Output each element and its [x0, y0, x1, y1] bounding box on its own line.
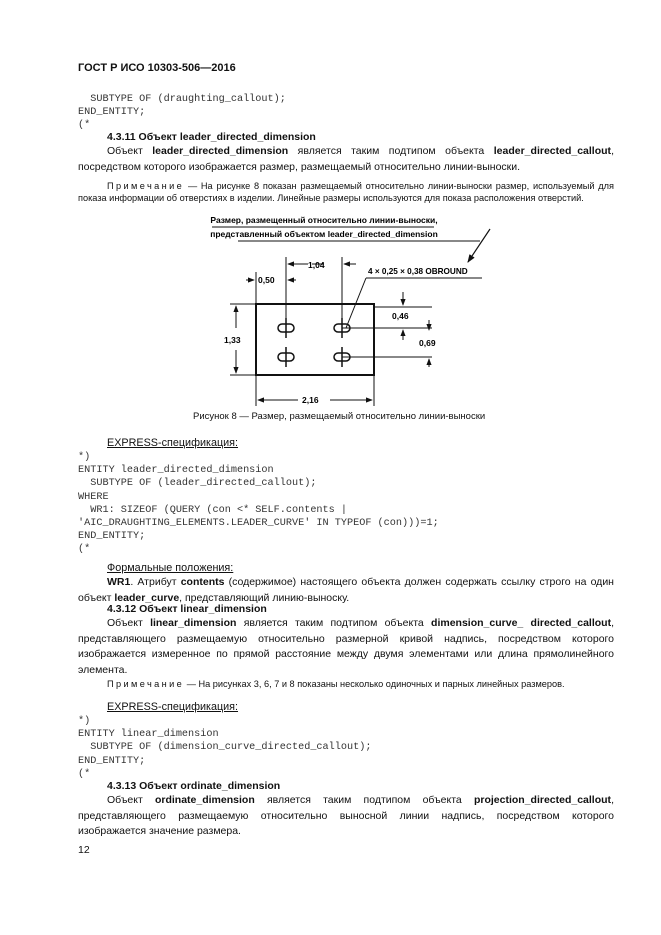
note-4-3-12: [78, 678, 614, 690]
code-line: ENTITY linear_dimension: [78, 729, 219, 741]
formal-paragraph: [78, 575, 614, 606]
section-heading-4-3-12: 4.3.12 Объект linear_dimension: [107, 603, 267, 615]
section-heading-4-3-13: 4.3.13 Объект ordinate_dimension: [107, 780, 281, 792]
note-label: Примечание: [107, 679, 185, 689]
text-run: Объект: [107, 145, 153, 157]
code-line: END_ENTITY;: [78, 107, 146, 118]
code-line: *): [78, 716, 91, 727]
dim-1-04: 1,04: [308, 260, 325, 270]
dim-1-33: 1,33: [224, 335, 241, 345]
callout-label: 4 × 0,25 × 0,38 OBROUND: [368, 267, 468, 276]
text-run: Объект: [107, 617, 151, 629]
express-spec-title-1: EXPRESS-спецификация:: [107, 437, 239, 449]
term-wr1: WR1: [107, 576, 131, 588]
formal-title: Формальные положения:: [107, 562, 234, 574]
paragraph-4-3-12: [78, 616, 614, 678]
note-label: Примечание: [107, 181, 185, 191]
code-line: WHERE: [78, 491, 109, 503]
text-run: (содержимое) настоящего объекта должен содержать ссылку строго на один объект: [78, 576, 614, 604]
figure-caption: Рисунок 8 — Размер, размещаемый относительно линии-выноски: [193, 411, 486, 422]
code-block-3: [78, 715, 371, 781]
text-run: , представляющего размещаемую относительно размерной кривой надпись, посредством которого изображается измеренное по прямой расстояние между двумя элементами или длина прямолинейного элемента.: [78, 617, 614, 676]
text-run: , посредством которого изображается размер, размещаемый относительно линии-выноски.: [78, 145, 614, 173]
text-run: является таким подтипом объекта: [236, 617, 432, 629]
term-linear-dimension: linear_dimension: [150, 617, 237, 629]
leader-arrow: [468, 229, 490, 262]
paragraph-4-3-11: [78, 144, 614, 175]
code-line: (*: [78, 768, 91, 780]
page-number: 12: [78, 844, 90, 856]
code-line: END_ENTITY;: [78, 531, 146, 543]
term-leader-directed-dimension: leader_directed_dimension: [152, 145, 289, 157]
document-header: ГОСТ Р ИСО 10303-506—2016: [78, 62, 236, 74]
term-projection-directed-callout: projection_directed_callout: [473, 794, 612, 806]
dim-0-69: 0,69: [419, 338, 436, 348]
term-contents: contents: [180, 576, 225, 588]
code-line: SUBTYPE OF (dimension_curve_directed_callout);: [78, 742, 372, 754]
holes: [278, 318, 350, 367]
code-line: (*: [78, 544, 91, 556]
section-heading-4-3-11: 4.3.11 Объект leader_directed_dimension: [107, 131, 316, 143]
term-leader-curve: leader_curve: [114, 591, 180, 604]
figure-8-drawing: [200, 212, 500, 412]
code-line: SUBTYPE OF (draughting_callout);: [78, 94, 286, 105]
text-run: является таким подтипом объекта: [288, 145, 494, 157]
paragraph-4-3-13: [78, 793, 614, 840]
term-ordinate-dimension: ordinate_dimension: [154, 794, 255, 806]
text-run: , представляющий линию-выноску.: [179, 591, 350, 604]
code-line: *): [78, 452, 91, 463]
figure-label-line2: представленный объектом leader_directed_dimension: [210, 229, 438, 239]
code-line: (*: [78, 120, 91, 131]
dim-2-16: 2,16: [302, 395, 319, 405]
figure-label-line1: Размер, размещенный относительно линии-выноски,: [210, 215, 438, 225]
code-line: WR1: SIZEOF (QUERY (con <* SELF.contents |: [78, 504, 347, 516]
dim-0-50: 0,50: [258, 275, 275, 285]
code-line: 'AIC_DRAUGHTING_ELEMENTS.LEADER_CURVE' IN TYPEOF (con)))=1;: [78, 518, 439, 530]
text-run: является таким подтипом объекта: [254, 794, 474, 806]
note-4-3-11: [78, 180, 614, 204]
dim-0-46: 0,46: [392, 311, 409, 321]
term-leader-directed-callout: leader_directed_callout: [493, 145, 612, 157]
code-block-2: [78, 451, 439, 557]
code-line: END_ENTITY;: [78, 755, 146, 767]
text-run: , представляющего размещаемую относительно выносной линии надпись, посредством которого изображается значение размера.: [78, 794, 614, 837]
text-run: Объект: [107, 794, 155, 806]
part-outline: [256, 304, 374, 375]
note-text: — На рисунке 8 показан размещаемый относительно линии-выноски размер, используемый для показа информации об отверстиях в изделии. Линейные размеры используются для показа расположения отверстий.: [78, 181, 614, 203]
code-line: SUBTYPE OF (leader_directed_callout);: [78, 478, 317, 490]
text-run: . Атрибут: [130, 576, 181, 588]
express-spec-title-2: EXPRESS-спецификация:: [107, 701, 239, 713]
code-block-1: [78, 93, 286, 132]
code-line: ENTITY leader_directed_dimension: [78, 465, 274, 477]
term-dimension-curve-directed-callout: dimension_curve_ directed_callout: [431, 617, 612, 629]
note-text: — На рисунках 3, 6, 7 и 8 показаны несколько одиночных и парных линейных размеров.: [184, 679, 565, 689]
